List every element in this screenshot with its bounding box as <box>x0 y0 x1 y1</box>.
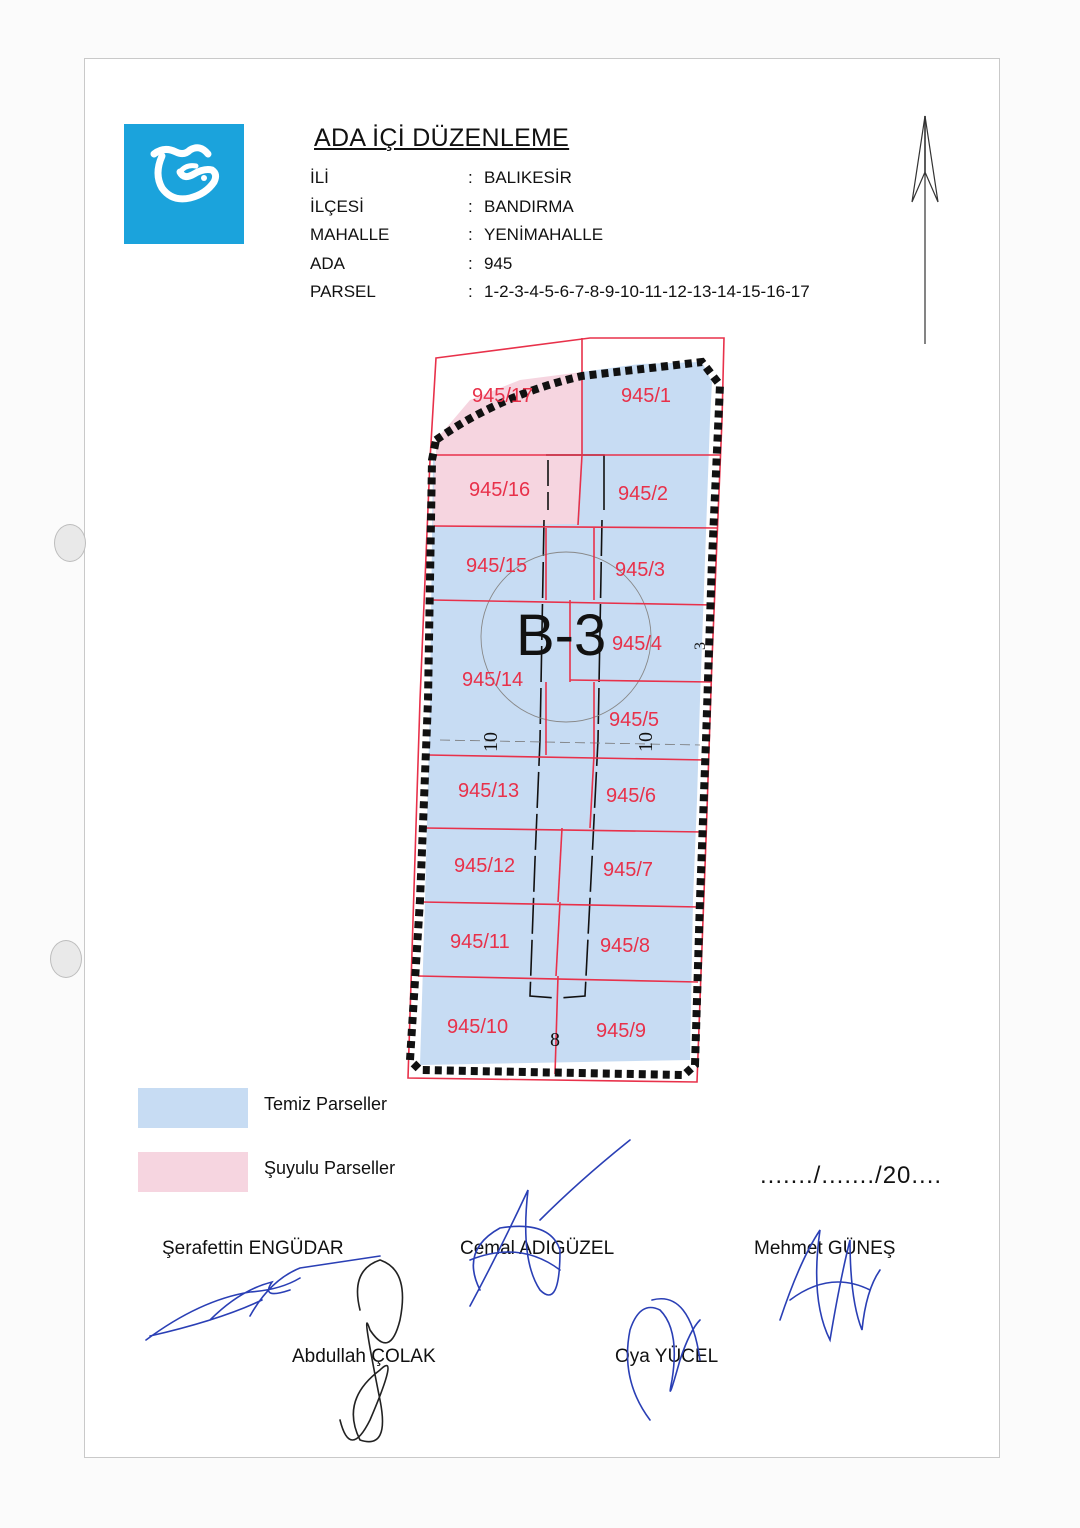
info-label: İLÇESİ <box>310 196 364 216</box>
info-label: MAHALLE <box>310 225 390 245</box>
info-label: İLİ <box>310 168 329 187</box>
dimension-label: 3 <box>692 642 709 650</box>
legend-swatch-shared <box>138 1152 248 1192</box>
info-separator: : <box>468 253 473 273</box>
document-title: ADA İÇİ DÜZENLEME <box>314 124 570 152</box>
parcel-label-945-12: 945/12 <box>454 855 516 877</box>
date-field: ......./......./20.... <box>760 1162 943 1189</box>
info-value: 1-2-3-4-5-6-7-8-9-10-11-12-13-14-15-16-17 <box>484 282 810 302</box>
legend-label-shared: Şuyulu Parseller <box>264 1158 396 1178</box>
parcel-label-945-14: 945/14 <box>462 669 524 691</box>
parcel-label-945-8: 945/8 <box>600 935 651 957</box>
dimension-label: 10 <box>635 732 657 752</box>
punch-hole <box>50 940 82 978</box>
parcel-label-945-11: 945/11 <box>450 931 510 953</box>
legend-swatch-clean <box>138 1088 248 1128</box>
info-separator: : <box>468 168 473 187</box>
parcel-label-945-10: 945/10 <box>447 1016 509 1038</box>
info-value: 945 <box>484 253 513 273</box>
parcel-label-945-17: 945/17 <box>472 385 534 407</box>
legend-label-clean: Temiz Parseller <box>264 1094 388 1114</box>
parcel-label-945-16: 945/16 <box>469 479 531 501</box>
block-label: B-3 <box>516 603 607 668</box>
info-value: BANDIRMA <box>484 196 574 216</box>
parcel-label-945-13: 945/13 <box>458 780 520 802</box>
north-arrow-icon <box>900 112 950 352</box>
info-separator: : <box>468 225 473 245</box>
parcel-label-945-4: 945/4 <box>612 633 663 655</box>
dimension-label: 10 <box>480 732 502 752</box>
punch-hole <box>54 524 86 562</box>
info-separator: : <box>468 282 473 302</box>
parcel-label-945-7: 945/7 <box>603 859 654 881</box>
parcel-label-945-2: 945/2 <box>618 483 669 505</box>
signatory-name-2: Cemal ADIGÜZEL <box>460 1238 615 1259</box>
info-value: YENİMAHALLE <box>484 225 604 245</box>
parcel-label-945-1: 945/1 <box>621 385 672 407</box>
info-label: PARSEL <box>310 282 376 302</box>
parcel-label-945-6: 945/6 <box>606 785 657 807</box>
dimension-label: 8 <box>550 1029 560 1051</box>
signatory-name-3: Mehmet GÜNEŞ <box>754 1238 896 1259</box>
parcel-map <box>400 330 740 1090</box>
signatory-name-1: Şerafettin ENGÜDAR <box>162 1238 344 1259</box>
parcel-label-945-3: 945/3 <box>615 559 666 581</box>
parcel-label-945-5: 945/5 <box>609 709 660 731</box>
logo-emblem-icon <box>124 124 244 244</box>
signatory-name-4: Abdullah ÇOLAK <box>292 1346 436 1367</box>
info-separator: : <box>468 196 473 216</box>
parcel-label-945-9: 945/9 <box>596 1020 647 1042</box>
signatory-name-5: Oya YÜCEL <box>615 1346 719 1367</box>
info-value: BALIKESİR <box>484 168 572 187</box>
municipality-logo <box>124 124 244 244</box>
parcel-label-945-15: 945/15 <box>466 555 528 577</box>
info-label: ADA <box>310 253 345 273</box>
